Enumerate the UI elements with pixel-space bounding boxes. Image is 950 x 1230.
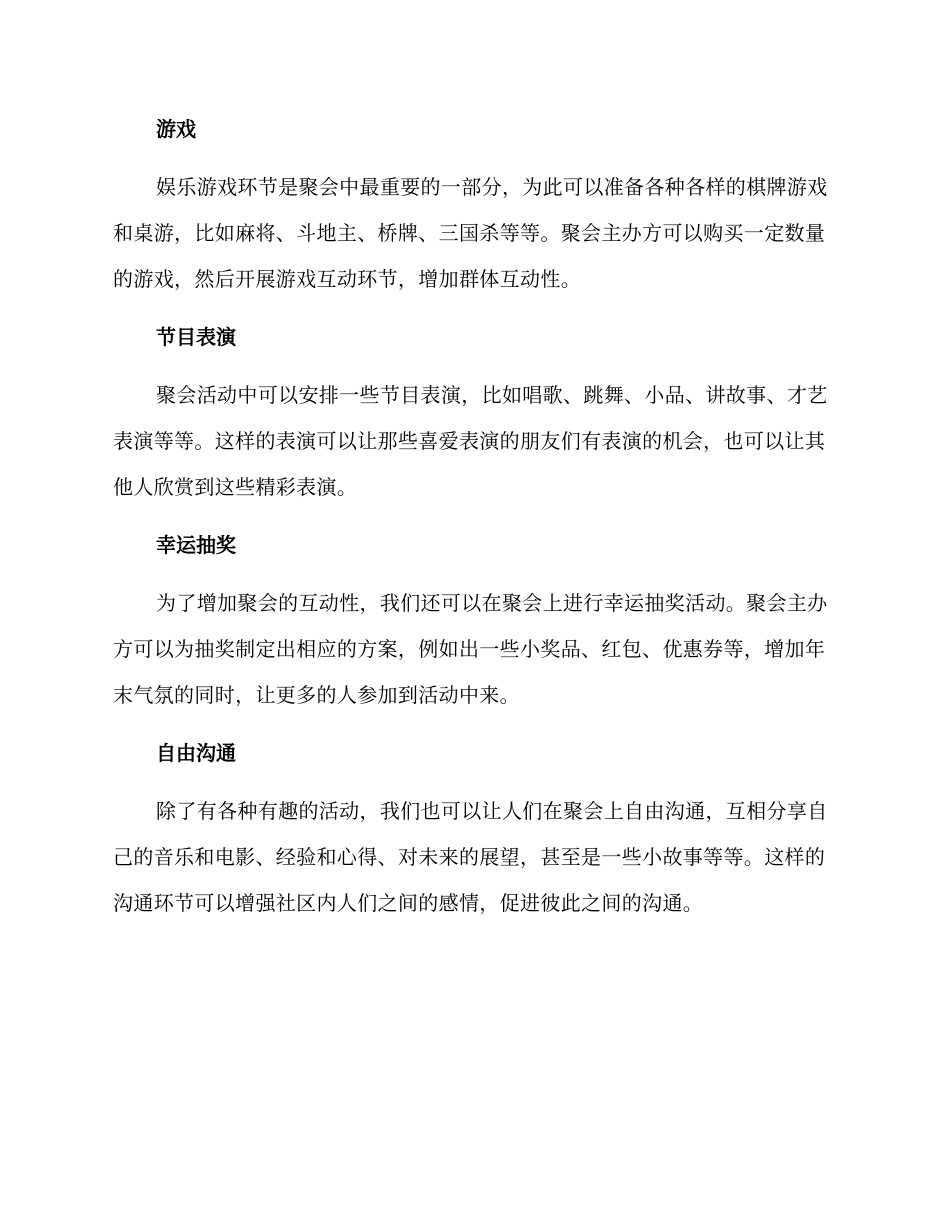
section-lucky-draw xyxy=(113,522,831,718)
section-paragraph: 娱乐游戏环节是聚会中最重要的一部分，为此可以准备各种各样的棋牌游戏和桌游，比如麻将、斗地主、桥牌、三国杀等等。聚会主办方可以购买一定数量的游戏，然后开展游戏互动环节，增加群体互动性。 xyxy=(113,175,828,291)
document-body xyxy=(113,106,831,938)
section-performances xyxy=(113,314,831,510)
section-heading: 自由沟通 xyxy=(156,741,236,765)
section-heading: 幸运抽奖 xyxy=(156,533,236,557)
section-heading: 游戏 xyxy=(156,117,196,141)
section-heading: 节目表演 xyxy=(156,325,236,349)
section-paragraph: 为了增加聚会的互动性，我们还可以在聚会上进行幸运抽奖活动。聚会主办方可以为抽奖制定出相应的方案，例如出一些小奖品、红包、优惠券等，增加年末气氛的同时，让更多的人参加到活动中来。 xyxy=(113,591,828,707)
section-paragraph: 聚会活动中可以安排一些节目表演，比如唱歌、跳舞、小品、讲故事、才艺表演等等。这样的表演可以让那些喜爱表演的朋友们有表演的机会，也可以让其他人欣赏到这些精彩表演。 xyxy=(113,383,828,499)
section-paragraph: 除了有各种有趣的活动，我们也可以让人们在聚会上自由沟通，互相分享自己的音乐和电影、经验和心得、对未来的展望，甚至是一些小故事等等。这样的沟通环节可以增强社区内人们之间的感情，促进彼此之间的沟通。 xyxy=(113,799,828,915)
section-free-talk xyxy=(113,730,831,926)
section-games xyxy=(113,106,831,302)
